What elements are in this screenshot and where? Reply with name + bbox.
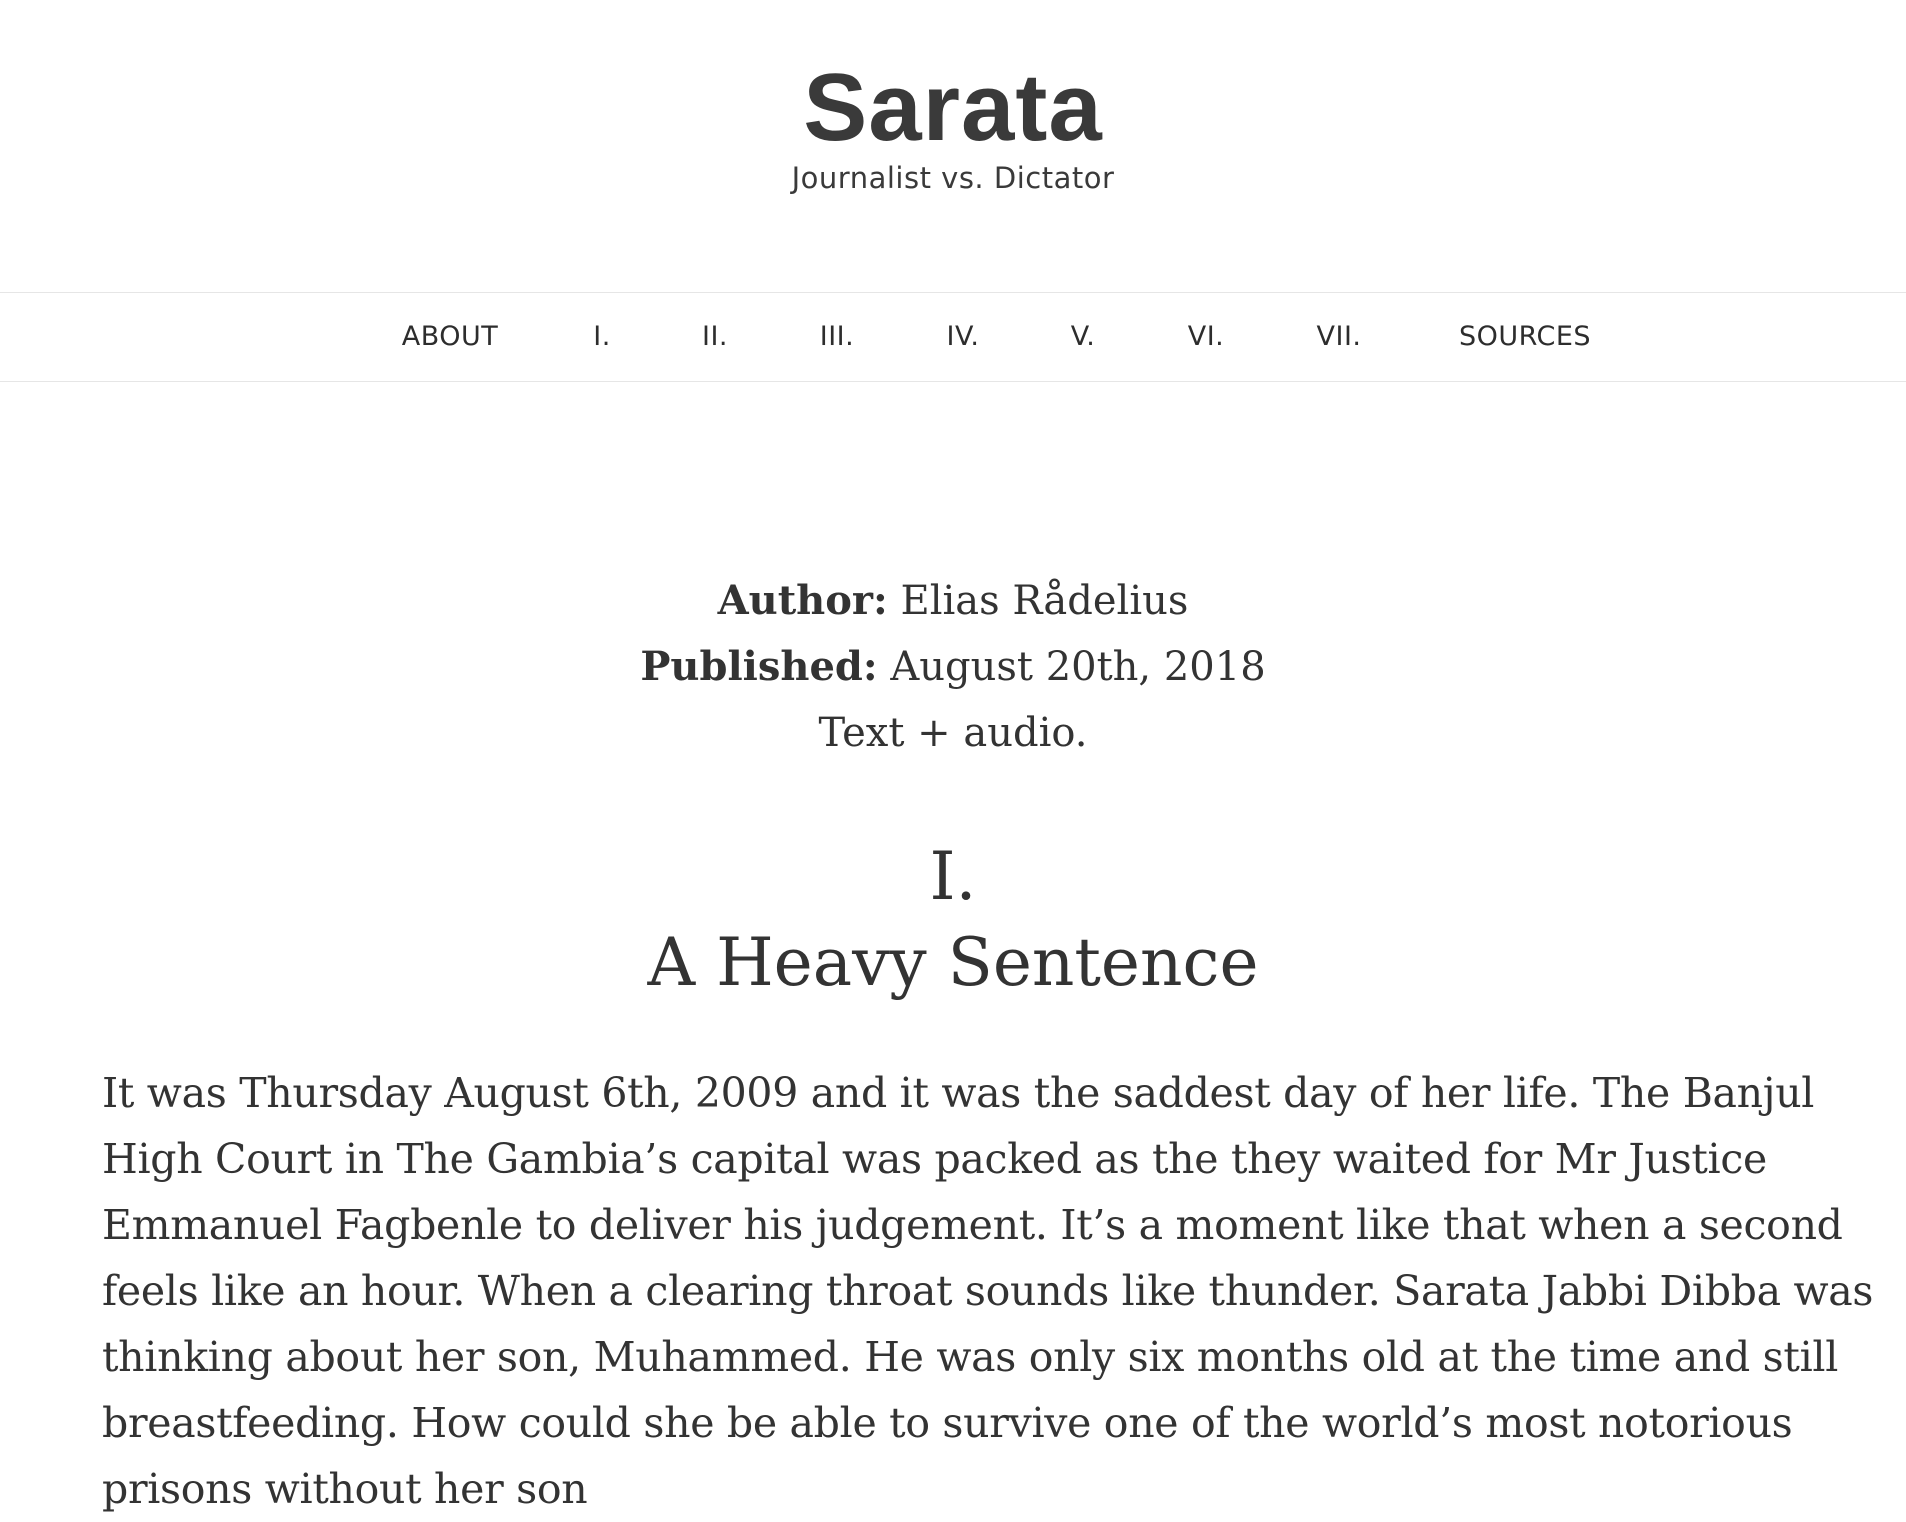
article-meta — [0, 568, 1906, 766]
main-nav — [0, 292, 1906, 382]
nav-item-chapter-6[interactable]: VI. — [1187, 321, 1225, 352]
chapter-title: A Heavy Sentence — [647, 924, 1259, 1001]
nav-item-chapter-3[interactable]: III. — [819, 321, 855, 352]
nav-item-chapter-4[interactable]: IV. — [946, 321, 980, 352]
nav-item-chapter-7[interactable]: VII. — [1316, 321, 1362, 352]
nav-item-chapter-5[interactable]: V. — [1070, 321, 1096, 352]
chapter-body-paragraph: It was Thursday August 6th, 2009 and it was the saddest day of her life. The Banjul High Court in The Gambia’s capital was packed as the they waited for Mr Justice Emmanuel Fagbenle to deliver his judgement. It’s a moment like that when a second feels like an hour. When a clearing throat sounds like thunder. Sarata Jabbi Dibba was thinking about her son, Muhammed. He was only six months old at the time and still breastfeeding. How could she be able to survive one of the world’s most notorious prisons without her son — [102, 1069, 1874, 1513]
nav-item-chapter-1[interactable]: I. — [593, 321, 611, 352]
site-tagline: Journalist vs. Dictator — [791, 161, 1115, 195]
chapter-heading — [0, 834, 1906, 1006]
nav-item-chapter-2[interactable]: II. — [701, 321, 729, 352]
site-title[interactable]: Sarata — [803, 54, 1103, 161]
author-label: Author: — [717, 577, 888, 624]
nav-item-sources[interactable]: SOURCES — [1458, 321, 1592, 352]
published-value: August 20th, 2018 — [877, 644, 1266, 690]
published-line — [0, 634, 1906, 700]
published-label: Published: — [640, 643, 878, 690]
author-line — [0, 568, 1906, 634]
chapter-number: I. — [929, 838, 977, 915]
format-line: Text + audio. — [818, 710, 1088, 756]
author-value: Elias Rådelius — [887, 578, 1189, 624]
nav-item-about[interactable]: ABOUT — [401, 321, 499, 352]
site-header — [0, 0, 1906, 292]
